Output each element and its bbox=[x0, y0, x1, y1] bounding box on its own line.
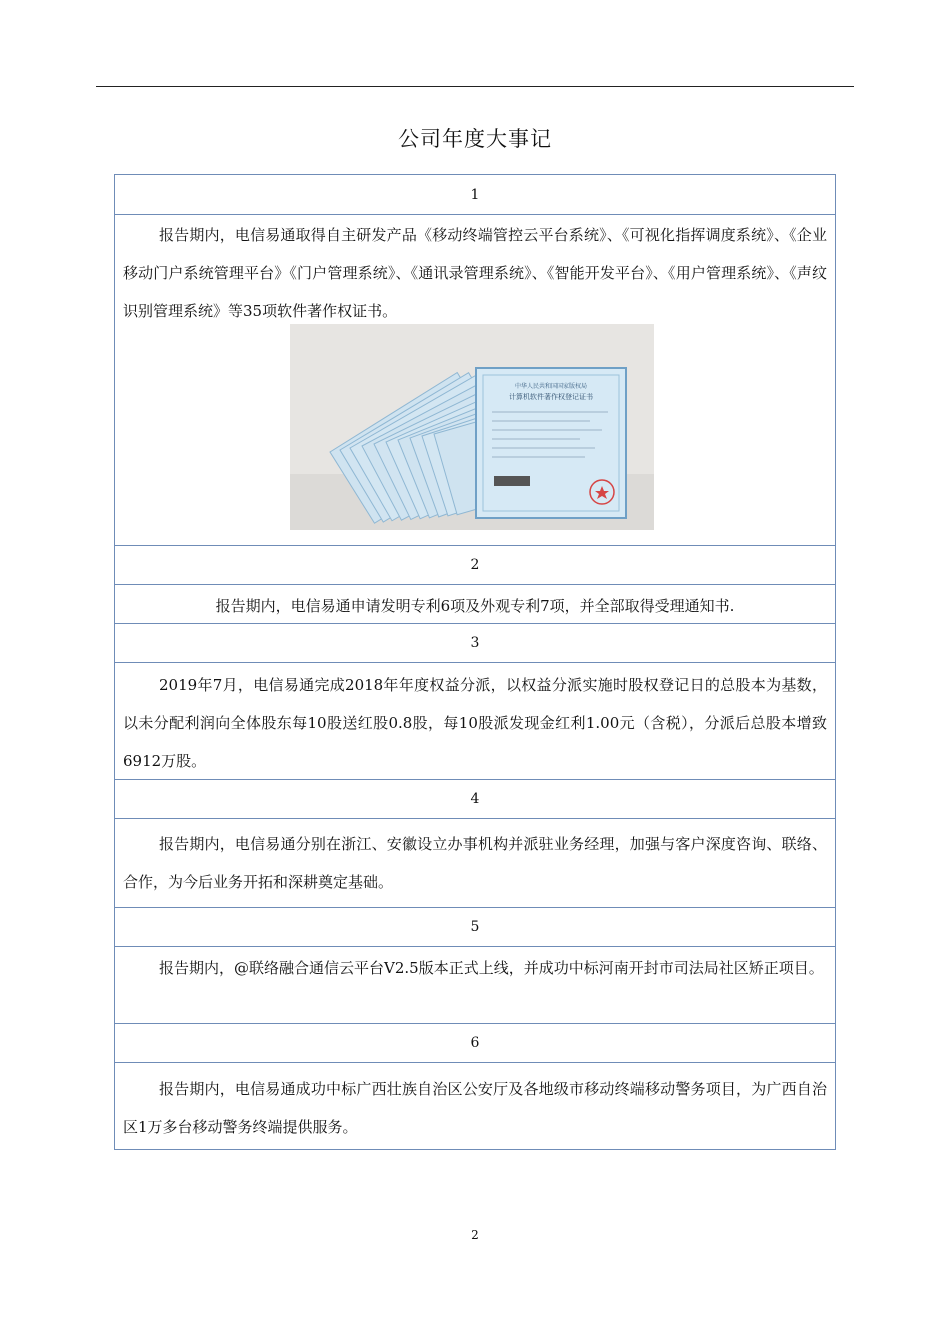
page-title: 公司年度大事记 bbox=[398, 127, 552, 151]
row-divider bbox=[115, 662, 835, 663]
event-description: 报告期内，@联络融合通信云平台V2.5版本正式上线，并成功中标河南开封市司法局社区矫正项目。 bbox=[159, 959, 824, 977]
page-number: 2 bbox=[471, 1228, 479, 1242]
event-description: 报告期内，电信易通申请发明专利6项及外观专利7项，并全部取得受理通知书. bbox=[215, 597, 735, 615]
event-description: 2019年7月，电信易通完成2018年年度权益分派，以权益分派实施时股权登记日的总股本为基数，以未分配利润向全体股东每10股送红股0.8股，每10股派发现金红利1.00元（含税），分派后总股本增致6912万股。 bbox=[123, 676, 827, 770]
row-divider bbox=[115, 214, 835, 215]
row-divider bbox=[115, 946, 835, 947]
event-description: 报告期内，电信易通成功中标广西壮族自治区公安厅及各地级市移动终端移动警务项目，为广西自治区1万多台移动警务终端提供服务。 bbox=[123, 1080, 827, 1136]
header-rule bbox=[96, 86, 854, 87]
certificate-subheading: 计算机软件著作权登记证书 bbox=[509, 393, 593, 401]
certificate-heading: 中华人民共和国国家版权局 bbox=[514, 383, 588, 390]
event-description: 报告期内，电信易通取得自主研发产品《移动终端管控云平台系统》、《可视化指挥调度系统》、《企业移动门户系统管理平台》《门户管理系统》、《通讯录管理系统》、《智能开发平台》、《用户管理系统》、《声纹识别管理系统》等35项软件著作权证书。 bbox=[123, 226, 827, 320]
row-divider bbox=[115, 818, 835, 819]
row-divider bbox=[115, 584, 835, 585]
event-number: 1 bbox=[470, 187, 480, 203]
event-number: 5 bbox=[470, 919, 480, 935]
certificates-photo bbox=[290, 324, 654, 530]
row-divider bbox=[115, 1062, 835, 1063]
event-number: 2 bbox=[470, 557, 480, 573]
event-number: 4 bbox=[470, 791, 480, 807]
certificate-front bbox=[476, 368, 626, 518]
events-table bbox=[114, 174, 836, 1150]
event-number: 3 bbox=[470, 635, 480, 651]
event-number: 6 bbox=[470, 1035, 480, 1051]
event-description: 报告期内，电信易通分别在浙江、安徽设立办事机构并派驻业务经理，加强与客户深度咨询、联络、合作，为今后业务开拓和深耕奠定基础。 bbox=[123, 835, 827, 891]
